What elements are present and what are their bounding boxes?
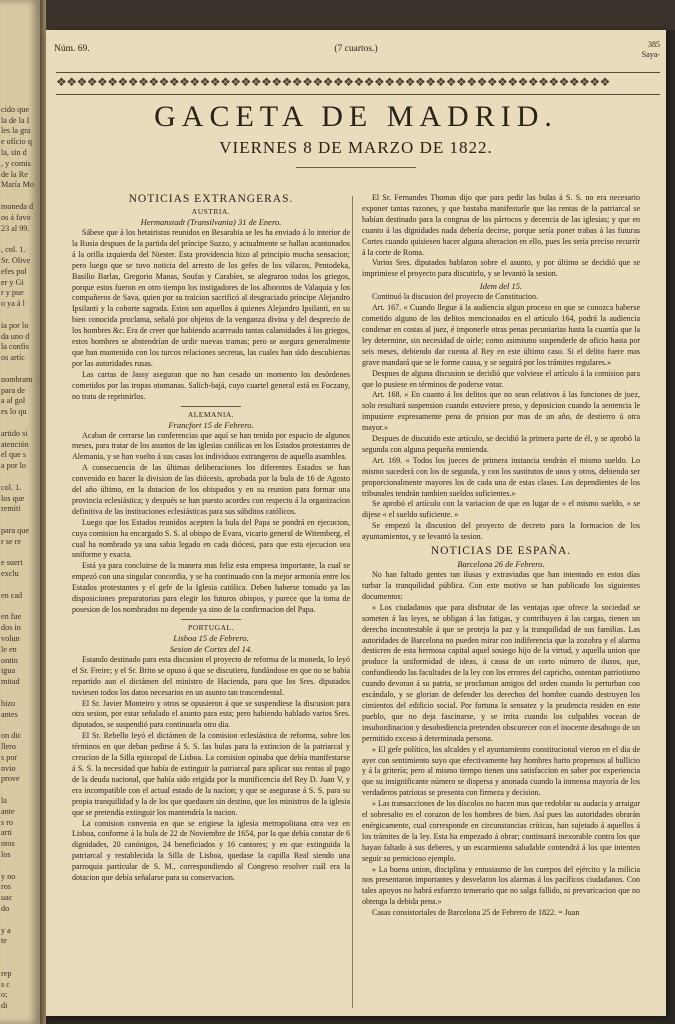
previous-page-text-fragment: ia por lo [1,320,29,330]
previous-page-text-fragment: en cad [1,590,23,600]
previous-page-text-fragment: r y pue [1,288,24,298]
paragraph: Varios Sres. diputados hablaron sobre el asunto, y por último se decidió que se imprimiese el proyecto para discutirlo, y se levantó la sesion. [362,258,640,279]
previous-page-text-fragment: e suert [1,558,23,568]
previous-page-text-fragment: os artíc [1,353,25,363]
paragraph: Continuó la discusion del proyecto de Constitucion. [372,292,538,302]
previous-page-text-fragment: do [1,904,10,913]
paragraph: El Sr. Fernandes Thomas dijo que para pedir las bulas á S. S. no era necesario exponer tantas razones, y que bastaba manifestarle que las rentas de la patriarcal se habían destinado para la congrua de los párrocos y decencia de las iglesias; y que en cuanto á las dignidades nada debería decirse, porque sería poner trabas á las futuras Cortes cuando quisiesen hacer alguna alteracion en ello, pues les sería preciso recurrir á la corte de Roma. [362,193,640,257]
section-divider [181,406,241,407]
paragraph: La comision convenia en que se erigiese la iglesia metropolitana otra vez en Lisboa, conforme á la bula de 22 de Noviembre de 1654, por la que debía constar de 6 dignidades, 20 canónigos, 24 beneficiados y 16 cantores; y en que extinguida la patriarcal y restablecida la Silla de Lisboa, quedase la capilla Real siendo una parroquia particular de S. M., correspondiendo al Congreso resolver cuál era la dotacion que debía señalarse para su conservacion. [72,818,350,883]
paragraph: Estando destinado para esta discusion el proyecto de reforma de la moneda, lo leyó el Sr. Freire; y el Sr. Brito se opuso á que se discutiera, fundándose en que no se había repartido aun el dictámen del ministro de Hacienda, para que los Sres. diputados tuviesen todos los datos necesarios en un asunto tan trascendental. [72,654,350,697]
previous-page-text-fragment: artido si [1,428,28,438]
previous-page-text-fragment: o ya á l [1,299,25,309]
dateline-idem: Idem del 15. [479,281,523,292]
heading-portugal: PORTUGAL. [188,622,234,632]
previous-page-text-fragment: el que s [1,450,27,460]
paragraph: Sábese que á los hetairistas reunidos en Besarabia se les ha enviado á lo interior de la Rusia despues de la partida del príncipe Suzzo, y actualmente se hallan acantonados á la orilla izquierda del Niester. Esta providencia hizo al principio mucha sensacion; pero luego que se tuvo noticia del arresto de los gefes de los válacos, Pentodeka, Basilio Barlas, Gregorio Manas, Soufas y Carabíes, se alegraron todos los griegos, porque estos fueron en otro tiempo los instigadores de los alborotos de Valaquia y los compañeros de Sava, quien por su traicion sacrificó al desgraciado príncipe Alejandro Ipsilanti y la cohorte sagrada. Estos son aquellos á quienes Alejandro Ipsilanti, en su bien conocida proclama, señaló por objetos de la venganza divina y del desprecio de los hombres &c. Era de creer que habiendo acarreado tantas calamidades á los griegos, estos hombres se abstendrían de urdir nuevas tramas; pero se asegura generalmente que han mantenido con los turcos relaciones secretas, las cuales han sido descubiertas por las autoridades rusas. [72,228,350,368]
previous-page-text-fragment: los [1,850,11,859]
previous-page-text-fragment: s por [1,752,18,762]
previous-page-text-fragment: de la Re [1,169,28,179]
previous-page-text-fragment: hizo [1,698,16,708]
previous-page-text-fragment: rep [1,968,12,978]
section-divider [181,619,241,620]
paragraph: » Las transacciones de los díscolos no hacen mas que redoblar su audacia y arraigar el sobresalto en el corazon de los hombres de bien. Así pues las autoridades obrarán enérgicamente, cual corresponde en circunstancias críticas, han sujetado á aquellos á los trámites de la ley. Esta ha empezado á obrar; continuará inexorable contra los que hayan faltado á sus deberes, y un escarmiento saludable contendrá á los que intenten seguir su pernicioso ejemplo. [362,799,640,863]
previous-page-text-fragment: la de la I [1,115,30,125]
previous-page-text-fragment: 23 al 99. [1,223,30,233]
previous-page-text-fragment: moneda d [1,202,34,211]
column-divider [352,196,353,1008]
previous-page-text-fragment: para que [1,526,29,535]
previous-page-text-fragment: ante [1,806,15,816]
paragraph: Se empezó la discusion del proyecto de decreto para la formacion de los ayuntamientos, y se levantó la sesion. [362,521,640,542]
previous-page-text-fragment: la confis [1,342,29,352]
masthead-rule-bottom [56,94,660,95]
masthead-title: GACETA DE MADRID. [154,100,558,133]
previous-page-text-fragment: arti [1,828,12,838]
paragraph: » El gefe político, los alcaldes y el ayuntamiento constitucional vieron en el dia de ayer con sentimiento suyo que efectivamente hay hombres harto propensos al bullicio y á la gritería; pero al mismo tiempo tienen una satisfaccion en saber por experiencia que su insignificante número se dispersa y anonada cuando la inmensa mayoría de los verdaderos patriotas se presenta con firmeza y decision. [362,744,640,798]
previous-page-text-fragment: llero [1,742,17,751]
dateline-francfort: Francfort 15 de Febrero. [168,419,254,430]
previous-page-text-fragment: te [1,936,7,946]
previous-page-text-fragment: cido que [1,104,29,114]
previous-page-text-fragment: remiti [1,504,21,514]
paragraph: Acaban de cerrarse las conferencias que aquí se han tenido por espacio de algunos meses, para tratar de los asuntos de las iglesias católicas en los Estados protestantes de Alemania, y se han vuelto á sus casas los individuos extrangeros de aquella asamblea. [72,430,350,462]
paragraph: Despues de alguna discusion se decidió que volviese el artículo á la comision para que lo pusiese en términos de poderse votar. [362,368,640,389]
left-column [72,193,350,1008]
previous-page-text-fragment: para de [1,385,25,395]
background-strip [46,0,675,30]
previous-page-text-fragment: s c [1,979,10,989]
previous-page-text-fragment: dos in [1,623,21,633]
previous-page-text-fragment: er y Gi [1,277,24,287]
masthead-rule-top [56,72,660,73]
previous-page-text-fragment: exclu [1,569,19,579]
previous-page-text-fragment: a por lo [1,461,27,471]
paragraph: Se aprobó el artículo con la variacion de que en lugar de « el mismo sueldo, » se dijese « el sueldo suficiente. » [362,499,640,520]
paragraph: El Sr. Rebello leyó el dictámen de la comision eclesiástica de reforma, sobre los términos en que deban pedirse á S. S. las bulas para la extincion de la patriarcal y creacion de la Silla episcopal de Lisboa. La comision opinaba que debía manifestarse á S. S. la necesidad que había de extinguir la patriarcal para aplicar sus rentas al pago de la deuda nacional, que había sido erigida por la munificencia del Rey D. Juan V, y era incompatible con el actual estado de la nacion; y que se asegurase á S. S. para su propia tranquilidad y la de los que quedasen sin destino, que los ministros de la iglesia que se pretendía extinguir los mantendría la nacion. [72,731,350,817]
dateline-barcelona: Barcelona 26 de Febrero. [457,559,545,570]
paragraph: No han faltado gentes tan ilusas y extraviadas que han intentado en estos días turbar la tranquilidad pública. Con este motivo se han publicado los siguientes documentos: [362,570,640,601]
ornament-border: ❖❖❖❖❖❖❖❖❖❖❖❖❖❖❖❖❖❖❖❖❖❖❖❖❖❖❖❖❖❖❖❖❖❖❖❖❖❖❖❖❖❖❖❖❖❖❖❖❖❖❖❖❖❖ [56,75,610,89]
previous-page-text-fragment: antes [1,709,18,719]
heading-alemania: ALEMANIA. [187,409,235,419]
paragraph: A consecuencia de las últimas deliberaciones los diferentes Estados se han convenido en hacer la division de las diócesis, aprobada por la bula de 16 de Agosto del año último, en la dotacion de los obispados y en su reunion para formar una provincia eclesiástica; y después se han puesto acordes con respecto á la organizacion definitiva de las instituciones eclesiásticas para sus súbditos católicos. [72,463,350,516]
previous-page-text-fragment: y a [1,925,11,935]
price: (7 cuartos.) [334,44,378,54]
section-title-spain-news: NOTICIAS DE ESPAÑA. [430,545,572,558]
previous-page-text-fragment: s ro [1,817,14,827]
previous-page-text-fragment: ntos [1,839,15,849]
previous-page-text-fragment: efes pol [1,266,27,276]
previous-page-text-fragment: nvio [1,763,16,773]
previous-page-text-fragment: y no [1,871,16,881]
previous-page-text-fragment: ros [1,882,12,892]
previous-page-text-fragment: di [1,1001,8,1011]
closing-line: Casas consistoriales de Barcelona 25 de Febrero de 1822. = Juan [372,908,580,918]
paragraph: Está ya para concluirse de la manera mas feliz esta empresa importante, la cual se empezó con una singular concordia, y se ha continuado con la mejor armonía entre los Estados protestantes y el gefe de la Iglesia católica. Deben haberse tomado ya las disposiciones preparatorias para elegir los futuros obispos, y parece que la toma de posesion de los nombrados no depende ya sino de la confirmacion del Papa. [72,561,350,614]
previous-page-text-fragment: les la gra [1,126,31,136]
previous-page-text-fragment: mitad [1,677,20,687]
dateline-hermanstadt: Hermanstadt (Transilvania) 31 de Enero. [140,217,282,227]
dateline-lisboa: Lisboa 15 de Febrero. [173,632,249,643]
paragraph: Art. 167. « Cuando llegue á la audiencia algun proceso en que se conozca haberse cometido alguno de los delitos mencionados en el artículo 164, podrá la audiencia condenar en costas al juez, é imponerle otras penas pecuniarias hasta la cuantía que la ley determine, sin necesidad de oírle; como asimismo suspenderle de oficio hasta por seis meses, debiendo dar cuenta al Rey en este último caso. Si el delito fuere mas grave mandará que se le forme causa, y se seguirá por los trámites regulares.» [362,303,640,367]
subdateline-sesion: Sesion de Cortes del 14. [169,643,253,654]
previous-page-text-fragment: prove [1,774,20,784]
previous-page-text-fragment: , y comis [1,158,31,168]
previous-page-text-fragment: atención [1,439,29,449]
paragraph: Las cartas de Jassy aseguran que no han cesado un momento los desórdenes cometidos por las tropas otomanas. Salich-bajá, cuyo cuartel general está en Foczany, no trata de reprimirlos. [72,369,350,401]
previous-page-text-fragment: os á favo [1,212,31,222]
previous-page-text-fragment: la [1,796,7,805]
issue-number: Núm. 69. [54,44,90,54]
paragraph: Art. 169. « Todos los jueces de primera instancia tendrán el mismo sueldo. Lo mismo sucederá con los de segunda, y con los sustitutos de unos y otros, debiendo ser proporcionalmente mayores los de cada una de estas clases. Los dependientes de los tribunales tendrán tambien sueldos suficientes.» [362,455,640,498]
newspaper-page [46,30,666,1016]
previous-page-text-fragment: da uno d [1,331,30,341]
previous-page-text-fragment: le en [1,644,17,654]
right-column [362,193,640,1008]
page-number: 385 [648,40,660,49]
previous-page-edge [0,0,40,1024]
paragraph: Luego que los Estados reunidos acepten la bula del Papa se pondrá en ejecucion, cuya comision ha encargado S. S. al obispo de Evara, vicario general de Witemberg, el cual ha nombrado ya una sabia legado en cada diócesi, para que esta ejecucion sea uniforme y exacta. [72,517,350,560]
previous-page-text-fragment: uac [1,893,13,903]
paragraph: Despues de discutido este artículo, se decidió la primera parte de él, y se aprobó la segunda con alguna pequeña enmienda. [362,434,640,454]
paragraph: El Sr. Javier Monteiro y otros se opusieron á que se suspendiese la discusion para otra sesion, por estar señalado el asunto para esta; pero habiendo hablado varios Sres. diputados, se suspendió para continuarla otro dia. [72,698,350,730]
previous-page-text-fragment: e ofício q [1,137,32,147]
previous-page-text-fragment: igua [1,666,16,676]
previous-page-text-fragment: ontin [1,655,18,665]
previous-page-text-fragment: on dic [1,731,22,741]
previous-page-text-fragment: nombram [1,374,33,384]
paragraph: » La buena union, disciplina y entusiasmo de los cuerpos del ejército y la milicia nos presentaron importantes y desvelaron los alarmas á los pacíficos ciudadanos. Con tales apoyos no habrá esfuerzo temerario que no salga fallido, ni prevaricacion que no obtenga la debida pena.» [362,864,640,907]
previous-page-text-fragment: , col. 1. [1,245,26,255]
previous-page-text-fragment: es lo qu [1,407,27,417]
issue-date: VIERNES 8 DE MARZO DE 1822. [219,138,493,157]
date-separator [296,167,416,168]
catchword: Saya- [641,50,660,59]
previous-page-text-fragment: en fue [1,612,22,622]
previous-page-text-fragment: María Mo [1,180,34,190]
previous-page-text-fragment: o; [1,990,8,1000]
previous-page-text-fragment: volun [1,634,20,643]
paragraph: « Los ciudadanos que para disfrutar de las ventajas que ofrece la sociedad se someten á las leyes, se obligan á las fatigas, y contribuyen á las cargas, tienen un derecho incontestable á que se proteja la paz y la tranquilidad de sus familias. Las autoridades de Barcelona no pueden mirar con indiferencia que la zozobra y el alarma desticren de esta hermosa capital aquel sosiego hijo de la virtud, y aquella union que produce la uniformidad de ideas, á causa de un corto número de ilusos, que, confundiendo las facultades de la ley con los errores del capricho, ostentan patriotismo cuando devoran á su patria, se proclaman amigos del orden cuando lo perturban con escándalo, y se glorian de defender los derechos del hombre cuando destruyen los cimientos del edificio social. Por fortuna la sensatez y la prudencia residen en este pueblo, que no deja fascinarse, y se irrita cuando los culpables vocean de insubordinacion y desobediencia pretenden obscurecer con el inocente desahogo de un permitido exceso á determinada persona. [362,602,640,743]
previous-page-text-fragment: la, sin d [1,148,27,157]
section-title-foreign-news: NOTICIAS EXTRANGERAS. [128,193,294,205]
previous-page-text-fragment: los que [1,493,25,503]
previous-page-text-fragment: a al gol [1,396,26,406]
heading-austria: AUSTRIA. [191,207,231,216]
paragraph: Art. 168. « En cuanto á los delitos que no sean relativos á las funciones de juez, solo resultará suspension cuando estuviere preso, y deposicion cuando la sentencia le impusiere expresamente pena de prision por mas de un año, de destierro ú otra mayor.» [362,390,640,433]
previous-page-text-fragment: Sr. Olive [1,256,31,265]
previous-page-text-fragment: col. 1. [1,482,22,492]
previous-page-text-fragment: r se re [1,536,22,546]
